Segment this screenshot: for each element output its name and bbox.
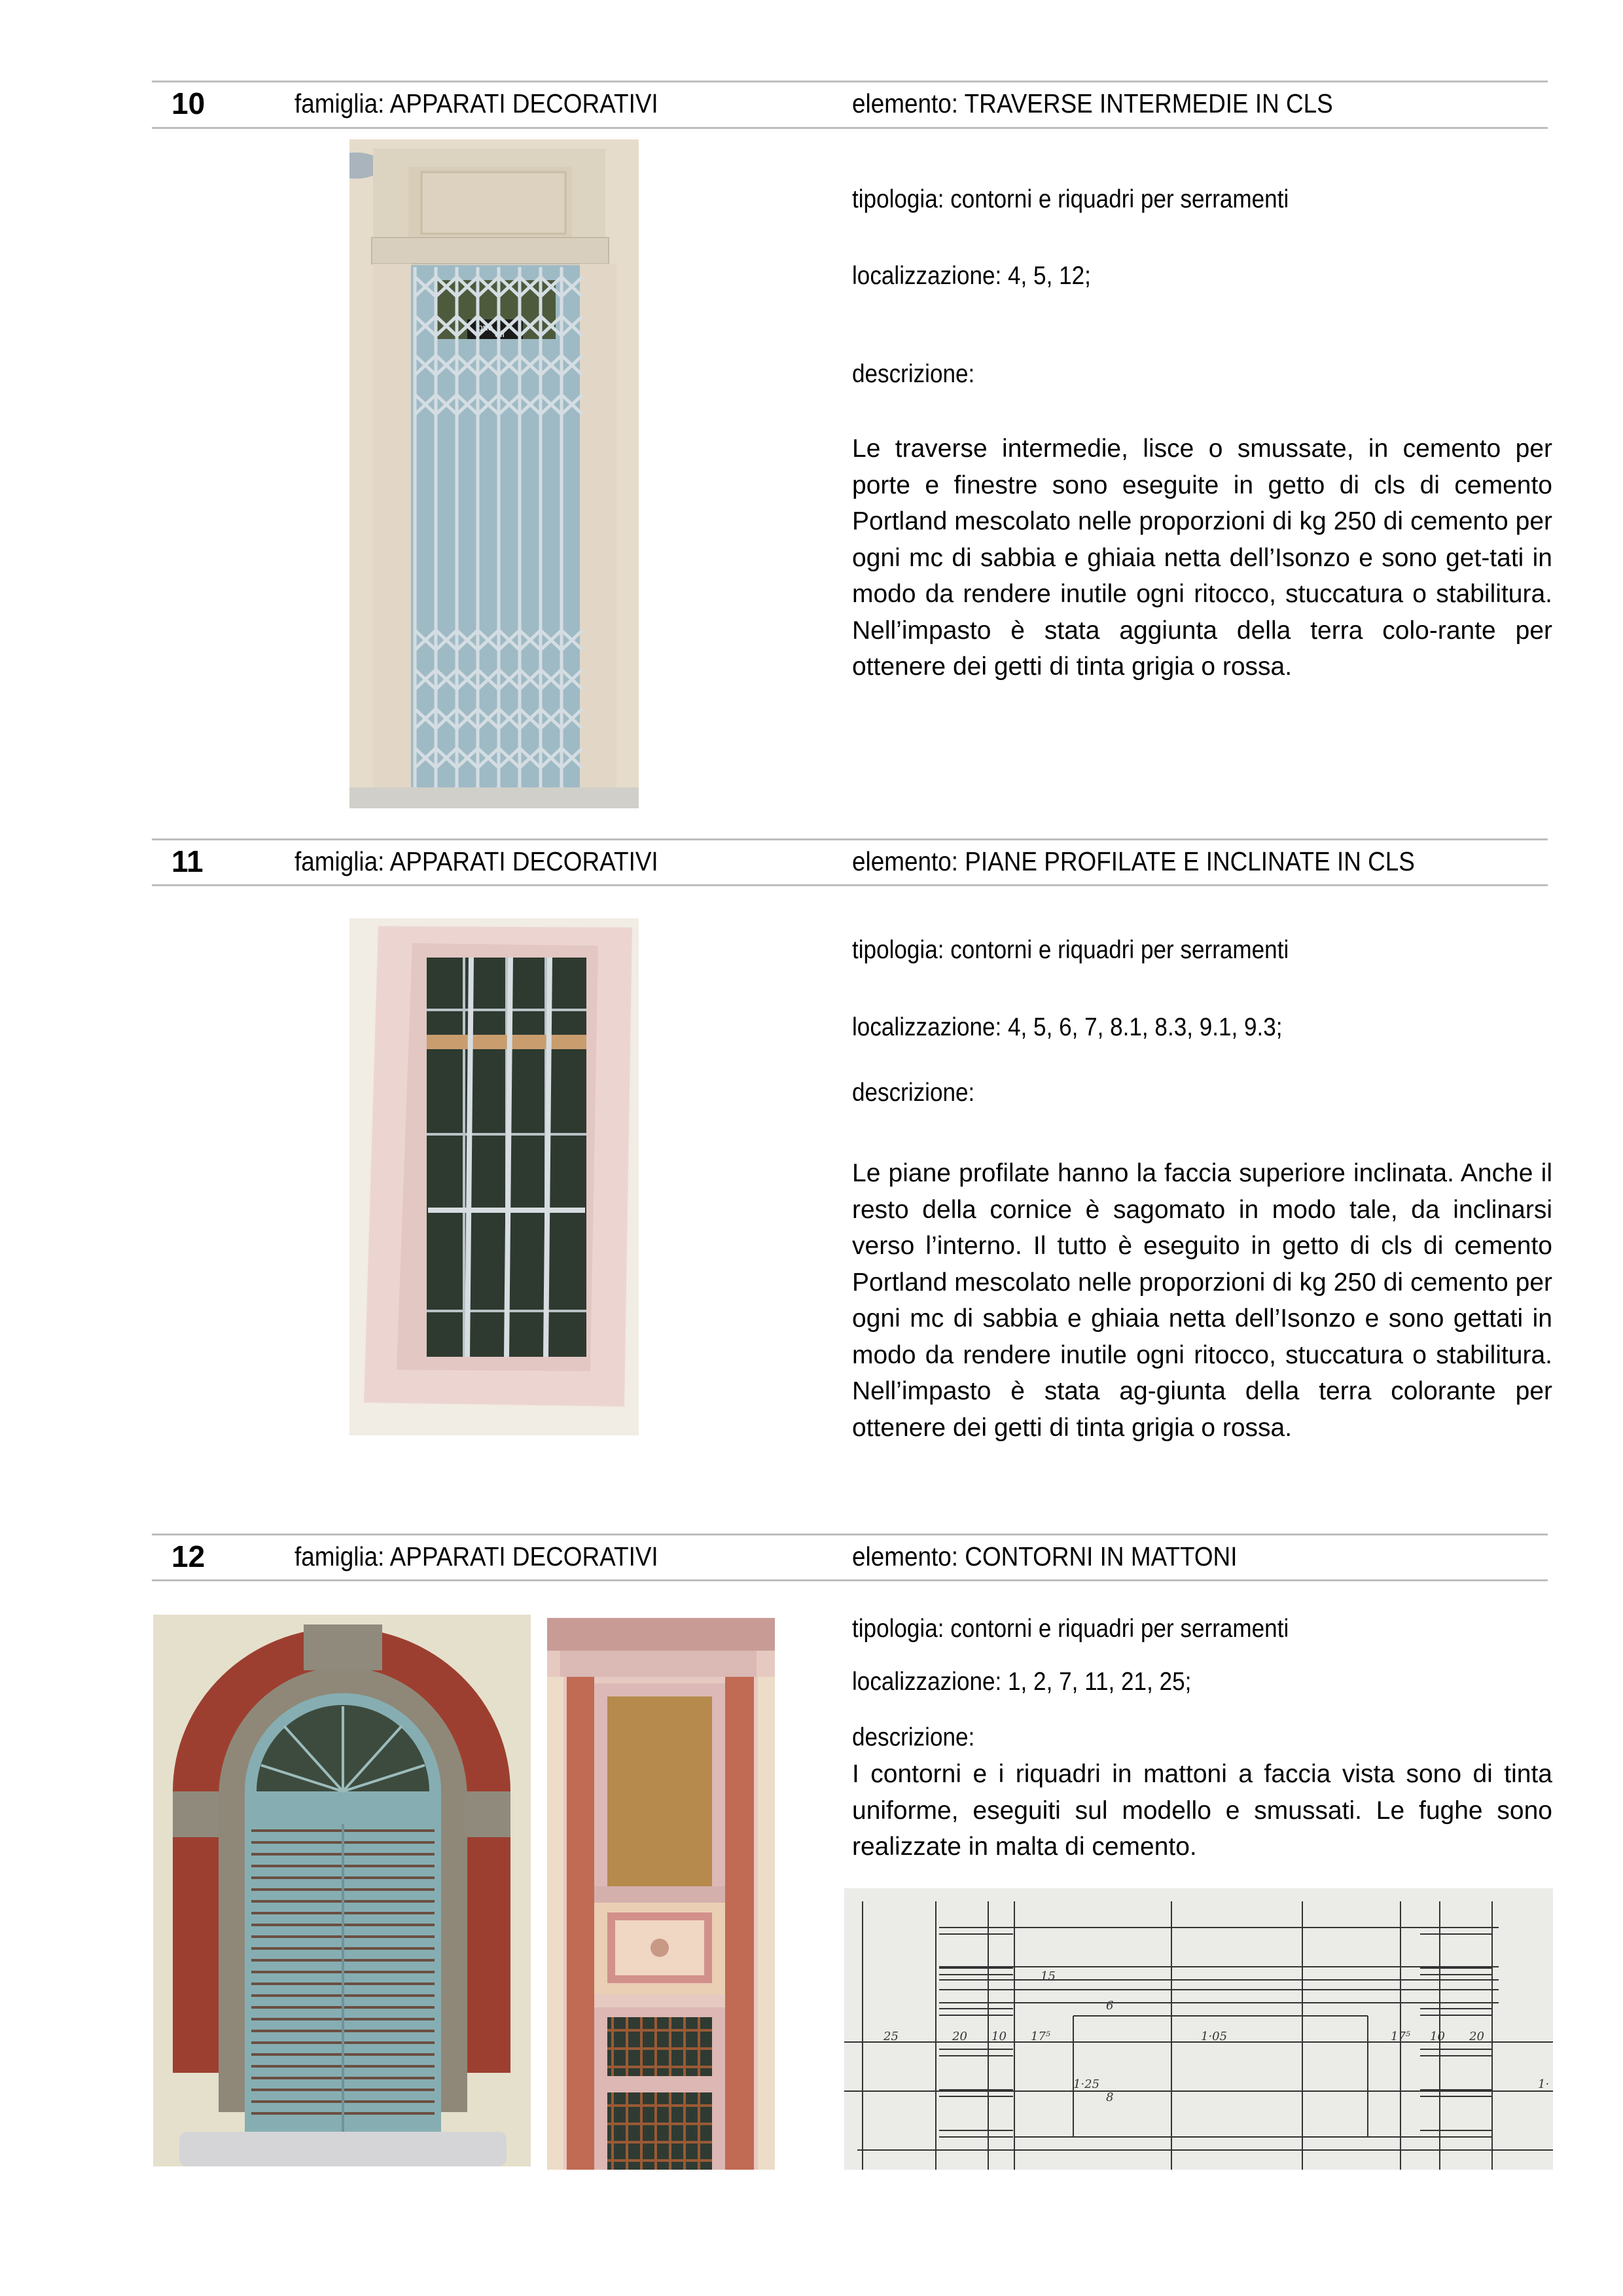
section-10-descrizione-label: descrizione: [852, 360, 975, 388]
section-10-tipologia: tipologia: contorni e riquadri per serramenti [852, 185, 1289, 213]
section-12-photo-facade [547, 1618, 775, 2170]
dimension-label: 1·25 [1073, 2077, 1100, 2091]
sign-text: one [478, 322, 493, 332]
section-12-elemento: elemento: CONTORNI IN MATTONI [852, 1541, 1238, 1571]
section-12-bottom-rule [152, 1579, 1548, 1581]
section-10-photo [349, 139, 639, 808]
section-10-bottom-rule [152, 127, 1548, 129]
dimension-label: 25 [883, 2030, 899, 2043]
dimension-label: 20 [952, 2030, 967, 2043]
dimension-label: 8 [1106, 2090, 1114, 2104]
section-12-tipologia: tipologia: contorni e riquadri per serramenti [852, 1615, 1289, 1643]
section-12-localizzazione: localizzazione: 1, 2, 7, 11, 21, 25; [852, 1668, 1192, 1696]
dimension-label: 17⁵ [1391, 2030, 1411, 2043]
section-10-elemento: elemento: TRAVERSE INTERMEDIE IN CLS [852, 88, 1333, 118]
section-12-famiglia: famiglia: APPARATI DECORATIVI [294, 1541, 658, 1571]
section-12-technical-drawing [844, 1888, 1553, 2170]
section-12-descrizione-label: descrizione: [852, 1723, 975, 1751]
dimension-label: 1·05 [1201, 2030, 1228, 2043]
section-11-photo [349, 918, 639, 1435]
section-11-bottom-rule [152, 884, 1548, 886]
section-11-number: 11 [171, 844, 204, 878]
section-12-photo-arched-door [153, 1615, 531, 2166]
section-11-elemento: elemento: PIANE PROFILATE E INCLINATE IN CLS [852, 846, 1415, 876]
section-10-top-rule [152, 81, 1548, 82]
section-10-localizzazione: localizzazione: 4, 5, 12; [852, 262, 1091, 290]
section-12-number: 12 [171, 1539, 205, 1573]
dimension-label: 10 [1430, 2030, 1445, 2043]
section-11-top-rule [152, 838, 1548, 840]
section-10-descrizione: Le traverse intermedie, lisce o smussate, in cemento per porte e finestre sono eseguite in getto di cls di cemento Portland mescolato nelle proporzioni di kg 250 di cemento per ogni mc di sabbia e ghiaia netta dell’Isonzo e sono get-tati in modo da rendere inutile ogni ritocco, stuccatura o stabilitura. Nell’impasto è stata aggiunta della terra colo-rante per ottenere dei getti di tinta grigia o rossa. [852, 435, 1552, 681]
section-11-famiglia: famiglia: APPARATI DECORATIVI [294, 846, 658, 876]
section-11-localizzazione: localizzazione: 4, 5, 6, 7, 8.1, 8.3, 9.1, 9.3; [852, 1013, 1283, 1041]
section-12-descrizione: I contorni e i riquadri in mattoni a faccia vista sono di tinta uniforme, eseguiti sul modello e smussati. Le fughe sono realizzate in malta di cemento. [852, 1760, 1552, 1861]
dimension-label: 15 [1041, 1969, 1056, 1983]
section-10-famiglia: famiglia: APPARATI DECORATIVI [294, 88, 658, 118]
section-10-number: 10 [171, 86, 205, 120]
dimension-label: 10 [991, 2030, 1007, 2043]
section-12-top-rule [152, 1534, 1548, 1535]
dimension-label: 17⁵ [1031, 2030, 1051, 2043]
dimension-label: 20 [1469, 2030, 1484, 2043]
svg-text:off: off [495, 329, 505, 339]
dimension-label: 6 [1106, 1999, 1114, 2013]
section-11-descrizione-label: descrizione: [852, 1079, 975, 1107]
section-11-tipologia: tipologia: contorni e riquadri per serramenti [852, 936, 1289, 964]
section-11-descrizione: Le piane profilate hanno la faccia superiore inclinata. Anche il resto della cornice è sagomato in modo tale, da inclinarsi verso l’interno. Il tutto è eseguito in getto di cls di cemento Portland mescolato nelle proporzioni di kg 250 di cemento per ogni mc di sabbia e ghiaia netta dell’Isonzo e sono gettati in modo da rendere inutile ogni ritocco, stuccatura o stabilitura. Nell’impasto è stata ag-giunta della terra colorante per ottenere dei getti di tinta grigia o rossa. [852, 1159, 1552, 1442]
dimension-label: 1· [1538, 2077, 1550, 2091]
